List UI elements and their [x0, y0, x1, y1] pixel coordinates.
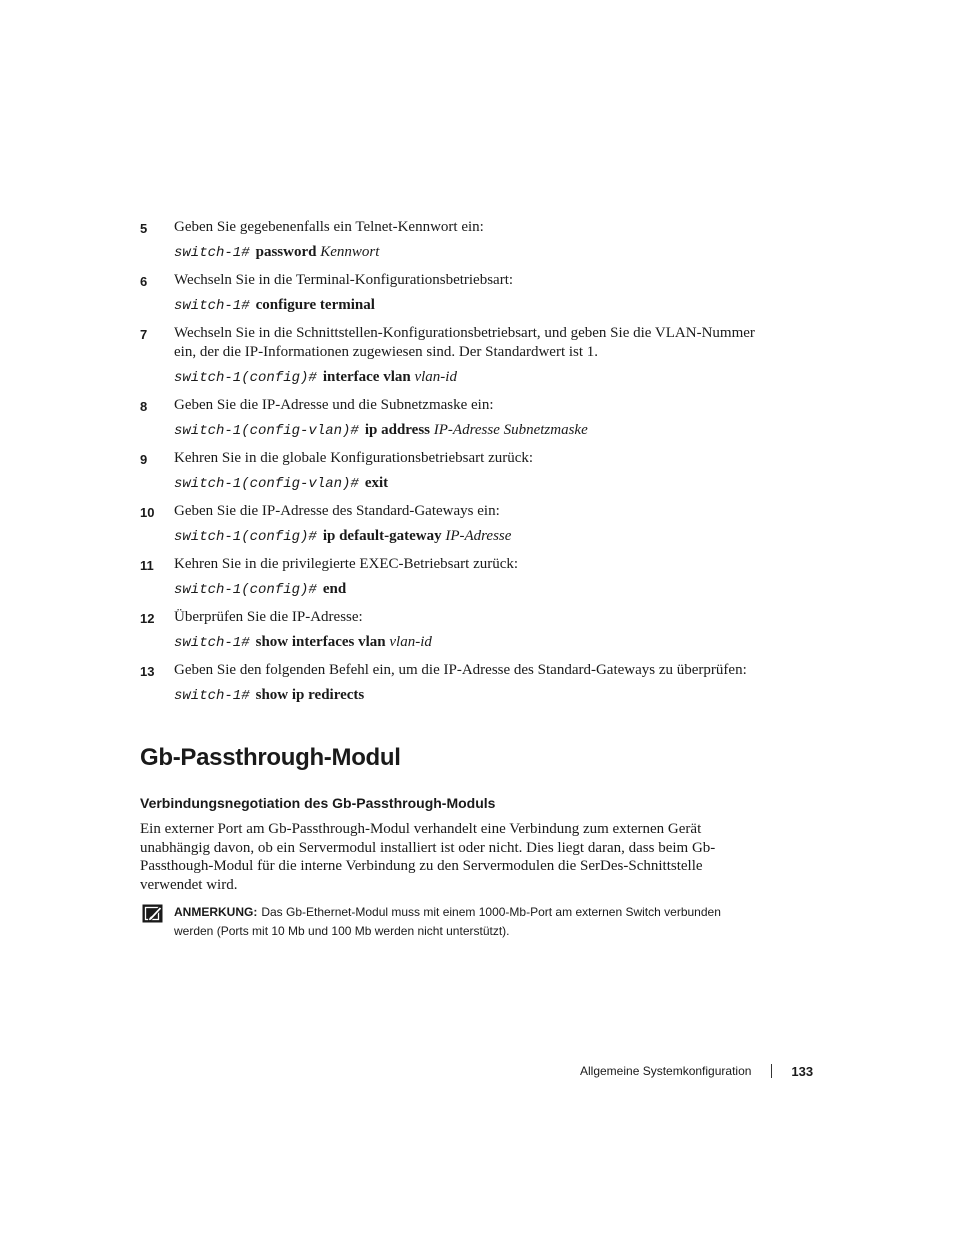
step-item — [140, 661, 760, 714]
step-number: 10 — [140, 505, 155, 520]
step-instruction: Kehren Sie in die privilegierte EXEC-Betriebsart zurück: — [174, 556, 519, 572]
note-text: Das Gb-Ethernet-Modul muss mit einem 1000-Mb-Port am externen Switch verbunden werden (Ports mit 10 Mb und 100 Mb werden nicht unterstützt). — [174, 905, 721, 938]
command-keyword: ip address — [364, 422, 431, 438]
step-item — [140, 218, 760, 271]
command-keyword: interface vlan — [322, 369, 411, 385]
step-instruction: Geben Sie den folgenden Befehl ein, um die IP-Adresse des Standard-Gateways zu überprüfen: — [174, 662, 747, 678]
command-line — [174, 474, 760, 494]
command-prompt: switch-1(config-vlan)# — [174, 423, 359, 439]
step-item — [140, 324, 760, 396]
command-prompt: switch-1(config)# — [174, 529, 317, 545]
command-keyword: show ip redirects — [255, 687, 365, 703]
step-number: 11 — [140, 558, 154, 573]
command-prompt: switch-1# — [174, 298, 250, 314]
command-keyword: ip default-gateway — [322, 528, 442, 544]
command-prompt: switch-1# — [174, 635, 250, 651]
command-argument: vlan-id — [389, 634, 432, 650]
command-prompt: switch-1# — [174, 245, 250, 261]
step-list — [140, 218, 760, 714]
step-number: 5 — [140, 221, 148, 236]
section-heading: Gb-Passthrough-Modul — [140, 744, 401, 771]
step-instruction: Überprüfen Sie die IP-Adresse: — [174, 609, 363, 625]
step-item — [140, 555, 760, 608]
command-prompt: switch-1(config-vlan)# — [174, 476, 359, 492]
command-keyword: configure terminal — [255, 297, 375, 313]
command-argument: IP-Adresse — [445, 528, 512, 544]
command-line — [174, 633, 760, 653]
step-instruction: Wechseln Sie in die Terminal-Konfigurationsbetriebsart: — [174, 272, 514, 288]
step-number: 9 — [140, 452, 148, 467]
step-item — [140, 271, 760, 324]
command-line — [174, 527, 760, 547]
note-pencil-icon — [142, 903, 164, 923]
command-line — [174, 243, 760, 263]
note-label: ANMERKUNG: — [174, 905, 258, 919]
step-number: 12 — [140, 611, 155, 626]
command-keyword: exit — [364, 475, 389, 491]
step-item — [140, 396, 760, 449]
section-paragraph: Ein externer Port am Gb-Passthrough-Modul verhandelt eine Verbindung zum externen Gerät unabhängig davon, ob ein Servermodul installiert ist oder nicht. Dies liegt daran, dass beim Gb-Passthough-Modul für die interne Verbindung zu den Servermodulen die SerDes-Schnittstelle verwendet wird. — [140, 821, 716, 893]
step-item — [140, 502, 760, 555]
footer-divider — [771, 1064, 772, 1078]
step-number: 6 — [140, 274, 148, 289]
command-line — [174, 580, 760, 600]
page-number: 133 — [791, 1063, 814, 1079]
command-argument: vlan-id — [414, 369, 457, 385]
step-instruction: Wechseln Sie in die Schnittstellen-Konfigurationsbetriebsart, und geben Sie die VLAN-Nummer ein, der die IP-Informationen zugewiesen sind. Der Standardwert ist 1. — [174, 325, 755, 360]
step-number: 7 — [140, 327, 148, 342]
step-number: 8 — [140, 399, 148, 414]
footer-chapter: Allgemeine Systemkonfiguration — [580, 1064, 752, 1078]
command-line — [174, 421, 760, 441]
command-argument: IP-Adresse Subnetzmaske — [433, 422, 588, 438]
command-keyword: show interfaces vlan — [255, 634, 386, 650]
step-item — [140, 608, 760, 661]
step-item — [140, 449, 760, 502]
page-footer — [580, 1061, 813, 1081]
command-line — [174, 368, 760, 388]
command-prompt: switch-1# — [174, 688, 250, 704]
note-content — [174, 903, 762, 941]
command-prompt: switch-1(config)# — [174, 370, 317, 386]
command-line — [174, 686, 760, 706]
section-subheading: Verbindungsnegotiation des Gb-Passthrough-Moduls — [140, 795, 496, 811]
note-box — [142, 903, 762, 941]
step-instruction: Geben Sie die IP-Adresse des Standard-Gateways ein: — [174, 503, 500, 519]
command-keyword: end — [322, 581, 347, 597]
command-line — [174, 296, 760, 316]
command-argument: Kennwort — [320, 244, 380, 260]
step-instruction: Kehren Sie in die globale Konfigurationsbetriebsart zurück: — [174, 450, 534, 466]
command-prompt: switch-1(config)# — [174, 582, 317, 598]
command-keyword: password — [255, 244, 317, 260]
step-instruction: Geben Sie gegebenenfalls ein Telnet-Kennwort ein: — [174, 219, 484, 235]
step-instruction: Geben Sie die IP-Adresse und die Subnetzmaske ein: — [174, 397, 494, 413]
step-number: 13 — [140, 664, 155, 679]
